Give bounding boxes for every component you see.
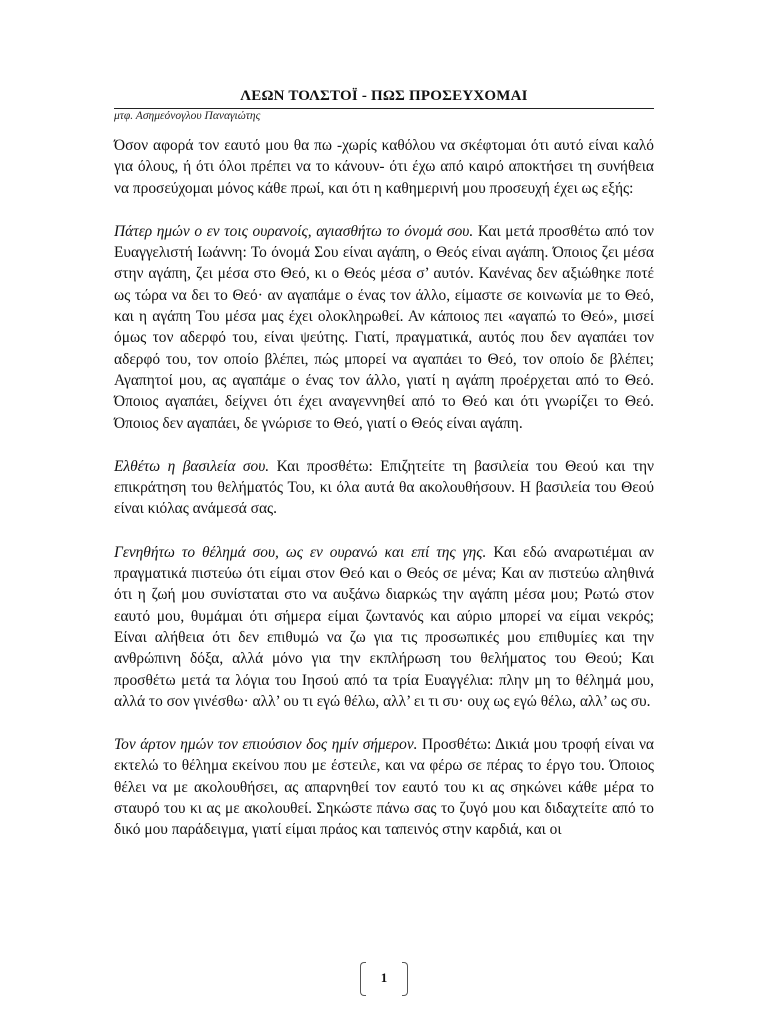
paragraph-text: Και εδώ αναρωτιέμαι αν πραγματικά πιστεύω ότι είμαι στον Θεό και ο Θεός σε μένα; Και αν πιστεύω αληθινά ότι η ζωή μου συνίσταται στο να αυξάνω διαρκώς την αγάπη μέσα μου; Ρωτώ στον εαυτό μου, θυμάμαι ότι σήμερα είμαι ζωντανός και αύριο μπορεί να είμαι νεκρός; Είναι αλήθεια ότι δεν επιθυμώ να ζω για τις προσωπικές μου επιθυμίες και την ανθρώπινη δόξα, αλλά μόνο για την εκπλήρωση του θελήματος του Θεού; Και προσθέτω μετά τα λόγια του Ιησού από τα τρία Ευαγγέλια: πλην μη το θέλημά μου, αλλά το σον γινέσθω· αλλ’ ου τι εγώ θέλω, αλλ’ ει τι συ· ουχ ως εγώ θέλω, αλλ’ ως συ. [114,543,654,710]
paragraph [114,221,654,434]
document-page [114,0,654,1024]
paragraph-text: Προσθέτω: Δικιά μου τροφή είναι να εκτελώ το θέλημα εκείνου που με έστειλε, και να φέρω σε πέρας το έργο του. Όποιος θέλει να με ακολουθήσει, ας απαρνηθεί τον εαυτό του κι ας σηκώνει κάθε μέρα το σταυρό του κι ας με ακολουθεί. Σηκώστε πάνω σας το ζυγό μου και διδαχτείτε από το δικό μου παράδειγμα, γιατί είμαι πράος και ταπεινός στην καρδιά, και οι [114,736,654,839]
prayer-verse: Τον άρτον ημών τον επιούσιον δος ημίν σήμερον. [114,736,418,754]
page-number: 1 [380,970,388,985]
prayer-verse: Γενηθήτω το θέλημά σου, ως εν ουρανώ και επί της γης. [114,543,487,561]
prayer-verse: Ελθέτω η βασιλεία σου. [114,457,270,475]
paragraph-text: Και προσθέτω: Επιζητείτε τη βασιλεία του Θεού και την επικράτηση του θελήματός Του, κι όλα αυτά θα ακολουθήσουν. Η βασιλεία του Θεού είναι κιόλας ανάμεσά σας. [114,457,654,518]
paragraph [114,542,654,712]
paragraph [114,456,654,520]
translator-credit: μτφ. Ασημεόνογλου Παναγιώτης [114,110,261,122]
paragraph [114,734,654,840]
document-body [114,135,654,863]
paragraph-text: Και μετά προσθέτω από τον Ευαγγελιστή Ιωάννη: Το όνομά Σου είναι αγάπη, ο Θεός είναι αγάπη. Όποιος ζει μέσα στην αγάπη, ζει μέσα στο Θεό, κι ο Θεός μέσα σ’ αυτόν. Κανένας δεν αξιώθηκε ποτέ ως τώρα να δει το Θεό· αν αγαπάμε ο ένας τον άλλο, είμαστε σε κοινωνία με το Θεό, και η αγάπη Του μέσα μας έχει ολοκληρωθεί. Αν κάποιος πει «αγαπώ το Θεό», μισεί όμως τον αδερφό του, είναι ψεύτης. Γιατί, πραγματικά, αυτός που δεν αγαπάει τον αδερφό του, τον οποίο βλέπει, πώς μπορεί να αγαπάει το Θεό, τον οποίο δε βλέπει; Αγαπητοί μου, ας αγαπάμε ο ένας τον άλλο, γιατί η αγάπη προέρχεται από το Θεό. Όποιος αγαπάει, δείχνει ότι έχει αναγεννηθεί από το Θεό και ότι γνωρίζει το Θεό. Όποιος δεν αγαπάει, δε γνώρισε το Θεό, γιατί ο Θεός είναι αγάπη. [114,222,655,432]
paragraph-text: Όσον αφορά τον εαυτό μου θα πω -χωρίς καθόλου να σκέφτομαι ότι αυτό είναι καλό για όλους, ή ότι όλοι πρέπει να το κάνουν- ότι έχω από καιρό αποκτήσει τη συνήθεια να προσεύχομαι μόνος κάθε πρωί, και ότι η καθημερινή μου προσευχή έχει ως εξής: [114,137,654,197]
prayer-verse: Πάτερ ημών ο εν τοις ουρανοίς, αγιασθήτω το όνομά σου. [114,222,474,240]
paragraph [114,135,654,199]
document-title: ΛΕΩΝ ΤΟΛΣΤΟΪ - ΠΩΣ ΠΡΟΣΕΥΧΟΜΑΙ [240,88,528,104]
page-number-box [360,962,408,996]
title-underline [114,108,654,109]
right-bracket-icon [402,962,408,996]
